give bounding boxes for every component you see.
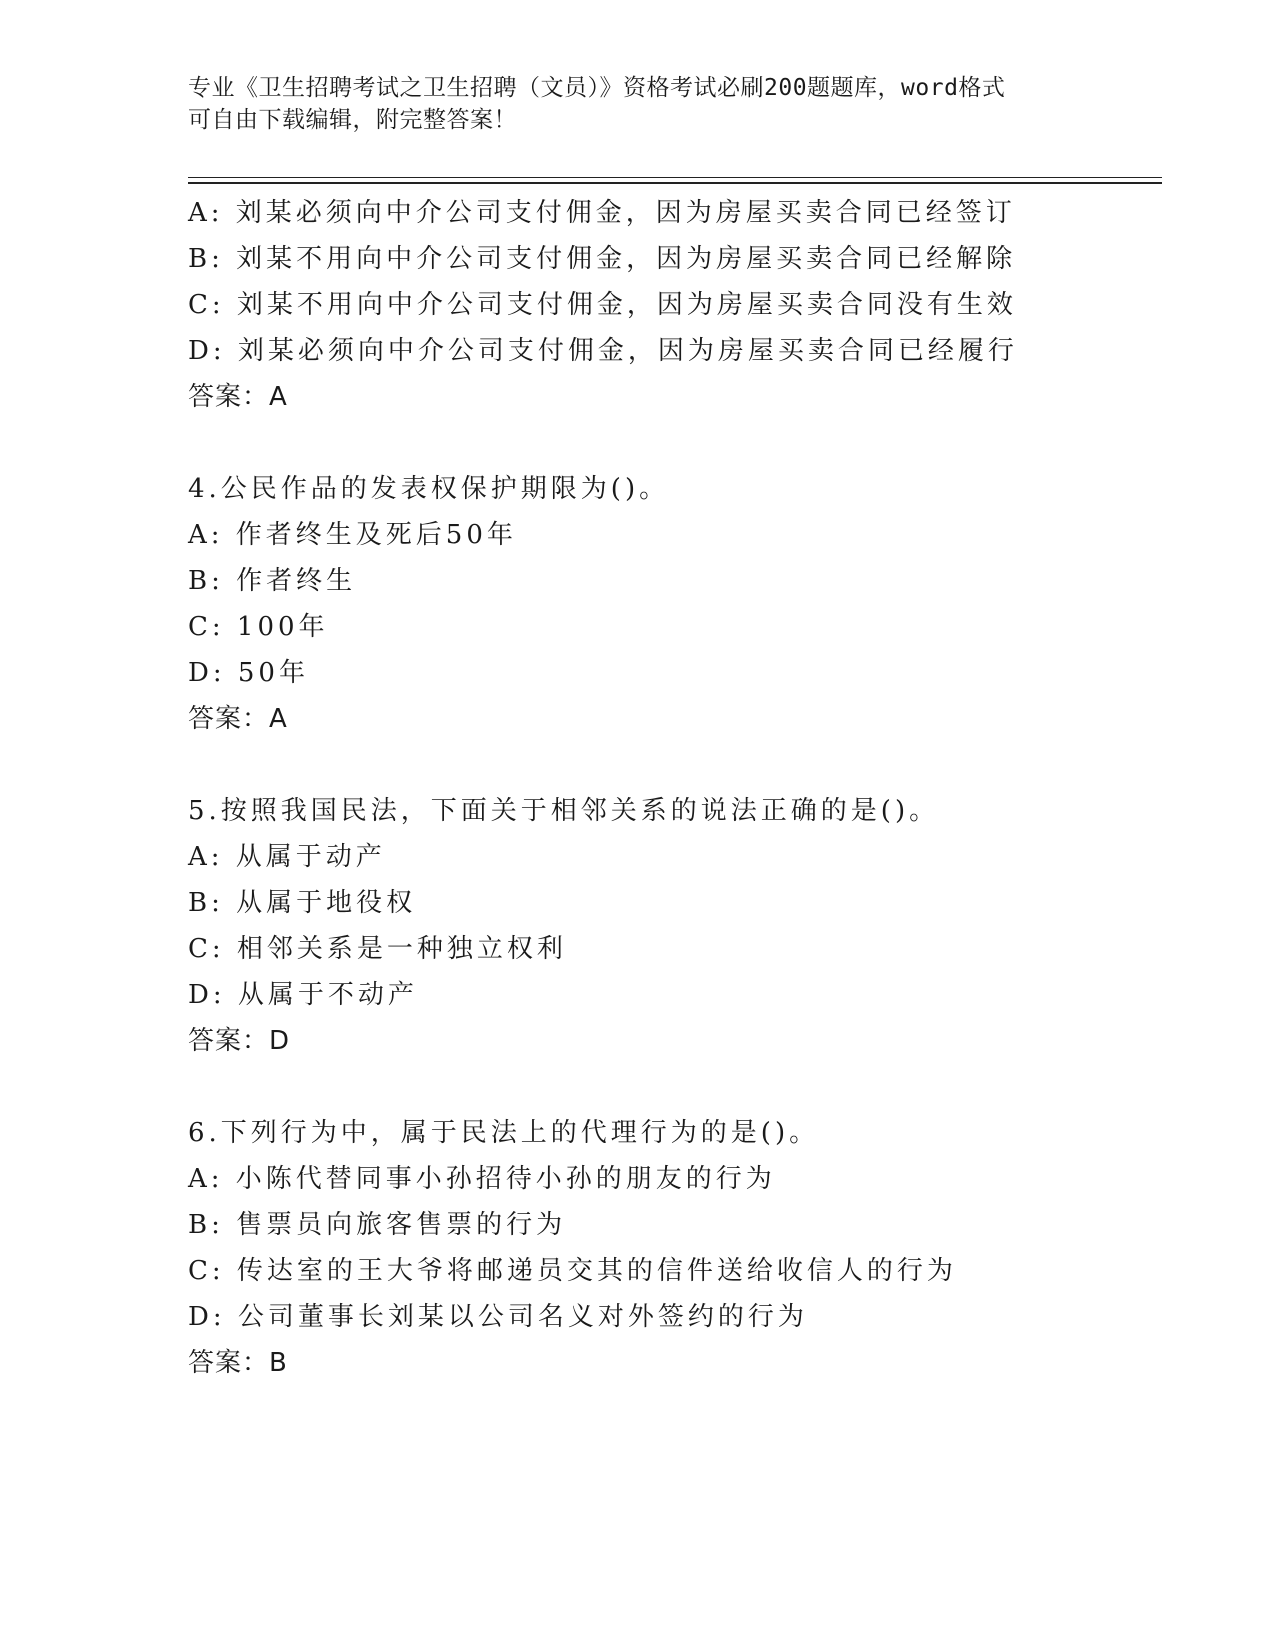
question-3 — [188, 190, 1168, 420]
option-c: C: 相邻关系是一种独立权利 — [188, 934, 567, 964]
spacer — [188, 1064, 1168, 1110]
header-title-line-2: 可自由下载编辑，附完整答案！ — [188, 107, 517, 133]
header-divider-thin — [188, 177, 1162, 178]
option-b: B: 刘某不用向中介公司支付佣金，因为房屋买卖合同已经解除 — [188, 244, 1017, 274]
answer: 答案：A — [188, 704, 288, 734]
option-d: D: 刘某必须向中介公司支付佣金，因为房屋买卖合同已经履行 — [188, 336, 1018, 366]
question-6 — [188, 1110, 1168, 1386]
question-text: 4.公民作品的发表权保护期限为()。 — [188, 474, 670, 504]
document-header — [188, 72, 1088, 136]
option-d: D: 从属于不动产 — [188, 980, 418, 1010]
question-text: 6.下列行为中，属于民法上的代理行为的是()。 — [188, 1118, 820, 1148]
option-b: B: 售票员向旅客售票的行为 — [188, 1210, 567, 1240]
question-list — [188, 190, 1168, 1386]
question-5 — [188, 788, 1168, 1064]
answer: 答案：B — [188, 1348, 288, 1378]
question-4 — [188, 466, 1168, 742]
option-d: D: 公司董事长刘某以公司名义对外签约的行为 — [188, 1302, 808, 1332]
option-a: A: 作者终生及死后50年 — [188, 520, 517, 550]
header-title-line-1: 专业《卫生招聘考试之卫生招聘（文员）》资格考试必刷200题题库，word格式 — [188, 75, 1006, 101]
header-divider-thick — [188, 182, 1162, 184]
question-text: 5.按照我国民法，下面关于相邻关系的说法正确的是()。 — [188, 796, 940, 826]
spacer — [188, 420, 1168, 466]
answer: 答案：A — [188, 382, 288, 412]
option-c: C: 100年 — [188, 612, 329, 642]
option-a: A: 从属于动产 — [188, 842, 386, 872]
option-a: A: 小陈代替同事小孙招待小孙的朋友的行为 — [188, 1164, 776, 1194]
spacer — [188, 742, 1168, 788]
option-b: B: 作者终生 — [188, 566, 357, 596]
option-c: C: 传达室的王大爷将邮递员交其的信件送给收信人的行为 — [188, 1256, 957, 1286]
option-c: C: 刘某不用向中介公司支付佣金，因为房屋买卖合同没有生效 — [188, 290, 1017, 320]
answer: 答案：D — [188, 1026, 291, 1056]
option-b: B: 从属于地役权 — [188, 888, 417, 918]
option-a: A: 刘某必须向中介公司支付佣金，因为房屋买卖合同已经签订 — [188, 198, 1016, 228]
option-d: D: 50年 — [188, 658, 309, 688]
